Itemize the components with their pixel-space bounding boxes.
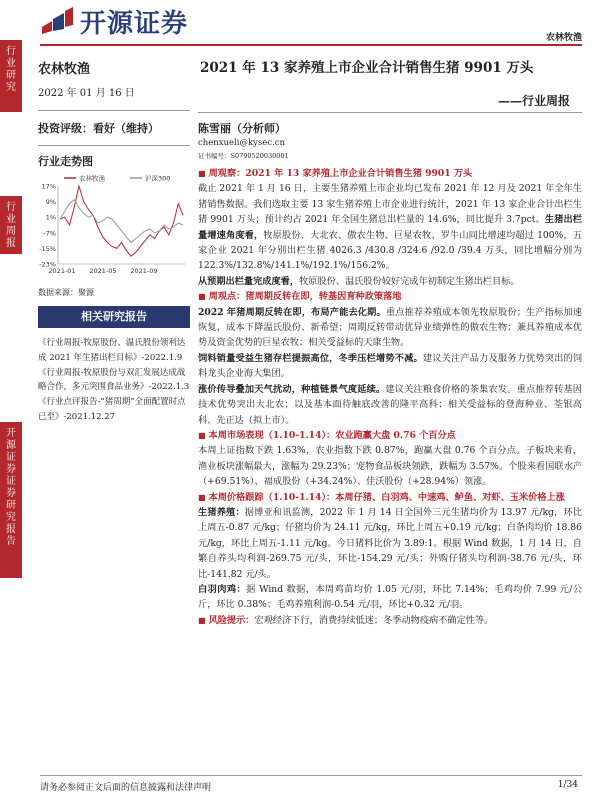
chart-data-source: 数据来源：聚源 <box>38 288 94 297</box>
brand-logo <box>40 4 188 38</box>
footer-disclaimer: 请务必参阅正文后面的信息披露和法律声明 <box>40 783 212 793</box>
related-report-item[interactable]: 《行业点评报告-“猪周期”全面配置时点已至》-2021.12.27 <box>38 397 186 422</box>
footer-divider <box>40 775 582 776</box>
analyst-cert: 证书编号：S0790520030001 <box>198 152 289 160</box>
paragraph: 白羽肉鸡：据 Wind 数据，本周鸡苗均价 1.05 元/羽，环比 7.14%；毛鸡均价 7.99 元/公斤，环比 0.38%；毛鸡养殖利润-0.54 元/羽，环比+0.32 元/羽。 <box>198 583 582 611</box>
header-category-tag: 农林牧渔 <box>545 33 582 43</box>
chart-series-line <box>60 200 183 243</box>
section-heading-market-performance: ■ 本周市场表现（1.10-1.14）：农业跑赢大盘 0.76 个百分点 <box>198 429 456 441</box>
page-number: 1/34 <box>557 780 578 790</box>
paragraph: 2022 年猪周期反转在即，布局产能去化期。重点推荐养殖成本领先牧原股份；生产指标加速恢复，成本下降温氏股份、新希望；周期反转带动优异业绩弹性的傲农生物；兼具养殖成本优势及资金优势的巨星农牧；相关受益标的天康生物。 <box>198 306 582 349</box>
related-reports-heading: 相关研究报告 <box>38 306 190 328</box>
report-subtitle: ——行业周报 <box>497 94 570 108</box>
bullet-icon: ■ <box>198 429 206 440</box>
chart-y-tick-label: 9% <box>45 198 56 207</box>
chart-legend-label: 农林牧渔 <box>79 174 105 183</box>
sector-name: 农林牧渔 <box>38 62 91 77</box>
bullet-icon: ■ <box>198 291 206 302</box>
related-reports-list <box>38 336 190 425</box>
chart-y-tick-label: -23% <box>39 260 56 269</box>
sidebar-block-brand-report: 开源证券证券研究报告 <box>0 422 22 578</box>
chart-legend-label: 沪深300 <box>145 174 171 183</box>
sidebar-block-weekly: 行业周报 <box>0 196 22 254</box>
trend-chart-svg <box>30 172 190 284</box>
chart-x-tick-label: 2021-05 <box>89 267 117 275</box>
header-divider <box>40 44 582 46</box>
trend-chart <box>30 172 190 284</box>
chart-y-tick-label: 17% <box>41 182 56 191</box>
paragraph: 生猪养殖：据博亚和讯监测，2022 年 1 月 14 日全国外三元生猪均价为 13.97 元/kg，环比上周五-0.87 元/kg；仔猪均价为 24.11 元/kg，环比上周五+0.19 元/kg；白条肉均价 18.86 元/kg，环比上周五-1.11 元/kg。今日猪料比价为 3.89:1。根据 Wind 数据，1 月 14 日，自繁自养头均利润-269.75 元/头，环比-154.29 元/头；外购仔猪头均利润-38.76 元/头，环比-141.82 元/头。 <box>198 506 582 580</box>
chart-x-tick-label: 2021-09 <box>130 267 158 275</box>
section-heading-weekly-observation: ■ 周观察：2021 年 13 家养殖上市企业合计销售生猪 9901 万头 <box>198 168 473 179</box>
paragraph: 截止 2021 年 1 月 16 日，主要生猪养殖上市企业均已发布 2021 年 12 月及 2021 年全年生猪销售数据。我们选取主要 13 家生猪养殖上市企业进行统计，2021 年 13 家企业合计出栏生猪 9901 万头；预计约占 2021 年全国生猪总出栏量的 14.6%，同比提升 3.7pct。生猪出栏量增速角度看，牧原股份、大北农、傲农生物、巨星农牧、罗牛山同比增速均超过 100%，五家企业 2021 年分别出栏生猪 4026.3 /430.8 /324.6 /92.0 /39.4 万头，同比增幅分别为 122.3%/132.8%/141.1%/192.1%/156.2%。 <box>198 183 583 272</box>
chart-y-tick-label: -7% <box>43 229 56 238</box>
chart-series-line <box>60 186 183 256</box>
paragraph: 饲料销量受益生猪存栏提振高位，冬季压栏增势不减。建议关注产品力及服务力优势突出的饲料龙头企业海大集团。 <box>198 352 583 380</box>
section-heading-weekly-view: ■ 周观点：猪周期反转在即，转基因育种政策落地 <box>198 291 402 303</box>
paragraph: 从预期出栏量完成度看，牧原股份、温氏股份较好完成年初制定生猪出栏目标。 <box>198 275 520 287</box>
trend-chart-title: 行业走势图 <box>38 155 93 168</box>
bullet-icon: ■ <box>198 168 206 178</box>
report-body <box>198 166 582 628</box>
paragraph: 本周上证指数下跌 1.63%，农业指数下跌 0.87%，跑赢大盘 0.76 个百分点。子板块来看，渔业板块涨幅最大，涨幅为 29.23%；宠物食品板块领跌，跌幅为 3.57%。个股来看国联水产（+69.51%）、福成股份（+34.24%）、佳沃股份（+28.94%）领涨。 <box>198 445 582 488</box>
section-heading-risk: ■ 风险提示： 宏观经济下行，消费持续低迷；冬季动物疫病不确定性等。 <box>198 614 494 626</box>
brand-name: 开源证券 <box>80 8 189 39</box>
chart-x-tick-label: 2021-01 <box>48 267 76 275</box>
related-report-item[interactable]: 《行业周报-牧原股份、温氏股份领利达成 2021 年生猪出栏目标》-2022.1.9 <box>38 338 186 363</box>
left-divider <box>38 145 190 146</box>
bullet-icon: ■ <box>198 491 206 502</box>
chart-y-tick-label: 1% <box>45 213 56 222</box>
related-report-item[interactable]: 《行业周报-牧原股份与双汇发展达成战略合作，多元突围食品业务》-2022.1.3 <box>38 367 190 393</box>
paragraph: 涨价传导叠加天气扰动，种植链景气度延续。建议关注粮食价格的茶集农发。重点推荐转基因技术优势突出大北农；以及基本面待触底改善的隆平高科；相关受益标的登海种业、荃银高科、先正达（拟上市）。 <box>198 383 582 426</box>
title-divider <box>198 112 582 113</box>
report-title: 2021 年 13 家养殖上市企业合计销售生猪 9901 万头 <box>200 60 534 76</box>
bullet-icon: ■ <box>198 614 206 625</box>
chart-y-tick-label: -15% <box>39 244 56 253</box>
brand-logo-icon <box>40 7 74 35</box>
report-date: 2022 年 01 月 16 日 <box>38 88 135 99</box>
analyst-name: 陈雪丽（分析师） <box>198 122 286 135</box>
analyst-email[interactable]: chenxueli@kysec.cn <box>198 138 286 148</box>
left-divider <box>38 110 190 111</box>
section-heading-price-tracking: ■ 本周价格跟踪（1.10-1.14）：本周仔猪、白羽鸡、中速鸡、鲈鱼、对虾、玉米价格上涨 <box>198 491 565 503</box>
sidebar-block-industry-research: 行业研究 <box>0 40 22 112</box>
investment-rating: 投资评级：看好（维持） <box>38 122 159 135</box>
